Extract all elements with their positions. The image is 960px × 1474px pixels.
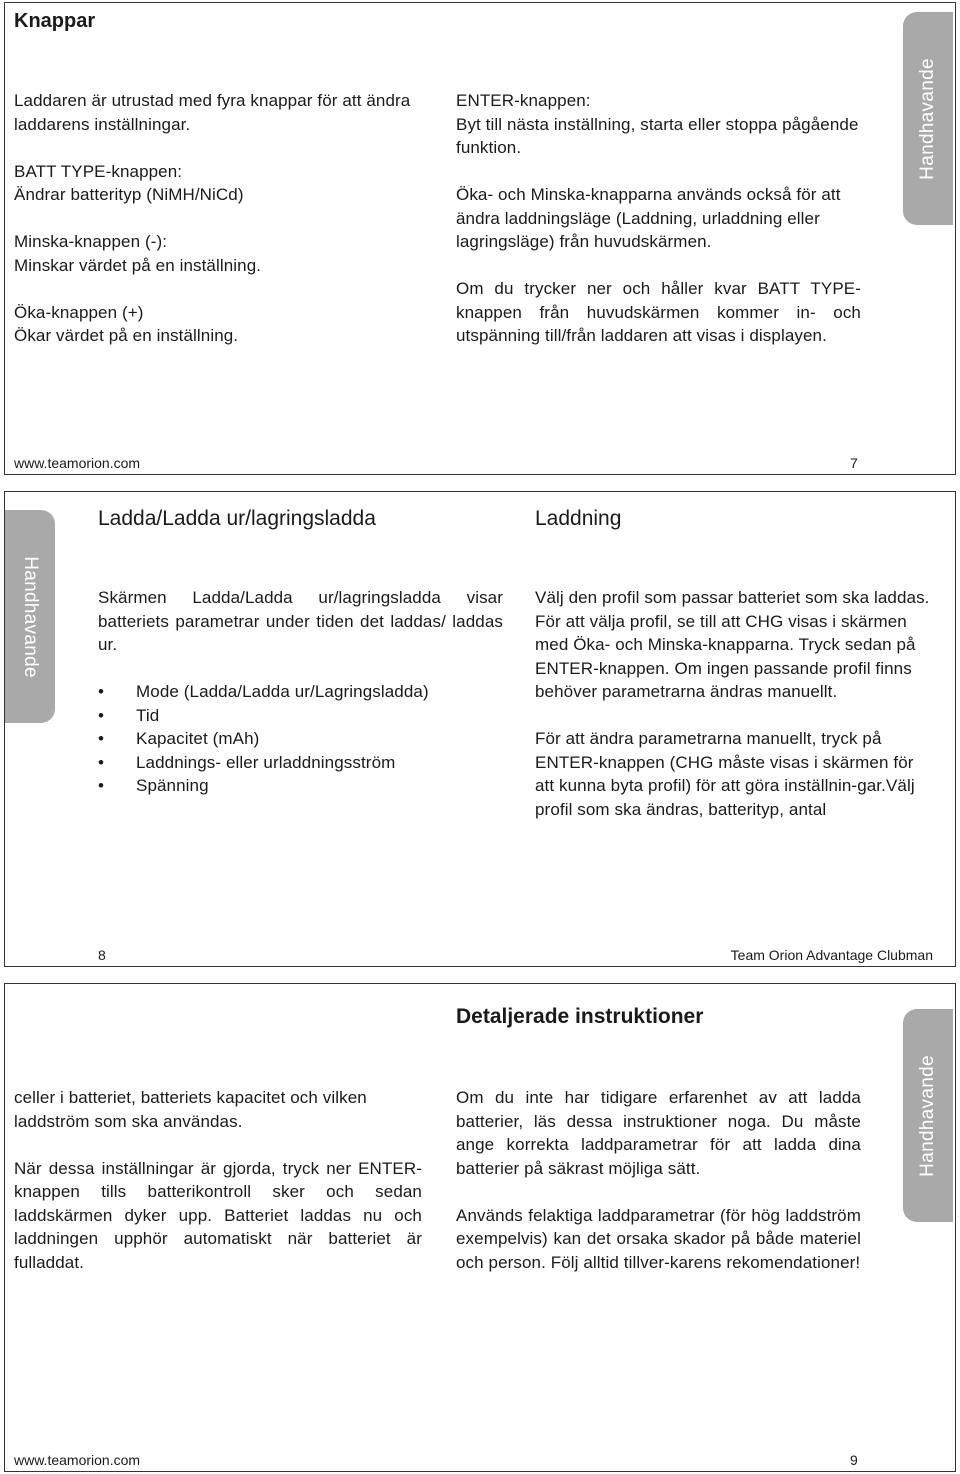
page-title: Knappar <box>14 10 96 32</box>
section-tab-label: Handhavande <box>917 1054 938 1177</box>
screen-intro-paragraph: Skärmen Ladda/Ladda ur/lagringsladda visar batteriets parametrar under tiden det laddas/ laddas ur. <box>98 588 503 654</box>
manual-page-9 <box>4 983 956 1472</box>
list-item: • Spänning <box>98 774 503 798</box>
plus-button-description: Ökar värdet på en inställning. <box>14 326 239 345</box>
enter-button-description: Byt till nästa inställning, starta eller stoppa pågående funktion. <box>456 114 859 157</box>
footer-url: www.teamorion.com <box>14 1452 141 1468</box>
intro-paragraph: Laddaren är utrustad med fyra knappar för att ändra laddarens inställningar. <box>14 91 411 134</box>
list-item: • Mode (Ladda/Ladda ur/Lagringsladda) <box>98 680 503 704</box>
right-column <box>456 89 861 348</box>
batt-type-hold-paragraph: Om du trycker ner och håller kvar BATT TYPE-knappen från huvudskärmen kommer in- och utspänning till/från laddaren att visas i displayen. <box>456 279 861 345</box>
manual-params-paragraph: För att ändra parametrarna manuellt, tryck på ENTER-knappen (CHG måste visas i skärmen för att kunna byta profil) för att göra inställnin-gar.Välj profil som ska ändras, batterityp, antal <box>535 729 915 819</box>
section-tab <box>903 12 953 225</box>
page-number: 9 <box>850 1452 858 1468</box>
list-item: • Tid <box>98 704 503 728</box>
manual-page-8 <box>4 491 956 967</box>
section-tab <box>5 510 55 723</box>
cells-paragraph: celler i batteriet, batteriets kapacitet och vilken laddström som ska användas. <box>14 1088 367 1131</box>
experience-paragraph: Om du inte har tidigare erfarenhet av att ladda batterier, läs dessa instruktioner noga. Du måste ange korrekta laddparametrar för att ladda dina batterier på säkrast möjliga sätt. <box>456 1088 861 1178</box>
left-column <box>98 586 503 798</box>
warning-paragraph: Används felaktiga laddparametrar (för hög laddström exempelvis) kan det orsaka skador på både materiel och person. Följ alltid tillver-karens rekomendationer! <box>456 1205 861 1272</box>
right-heading: Laddning <box>535 507 622 530</box>
batt-type-heading: BATT TYPE-knappen: <box>14 161 183 181</box>
left-column <box>14 89 424 348</box>
section-tab <box>903 1009 953 1222</box>
right-column <box>535 586 933 821</box>
plus-button-heading: Öka-knappen (+) <box>14 302 144 322</box>
minus-button-heading: Minska-knappen (-): <box>14 232 168 251</box>
profile-paragraph: Välj den profil som passar batteriet som ska laddas. För att välja profil, se till att CHG visas i skärmen med Öka- och Minska-knapparna. Tryck sedan på ENTER-knappen. Om ingen passande profil finns behöver parametrarna ändras manuellt. <box>535 588 930 701</box>
section-heading: Detaljerade instruktioner <box>456 1005 704 1028</box>
settings-done-paragraph: När dessa inställningar är gjorda, tryck ner ENTER-knappen tills batterikontroll sker och sedan laddskärmen dyker upp. Batteriet laddas nu och laddningen upphör automatiskt när batteriet är fulladdat. <box>14 1158 422 1272</box>
enter-button-heading: ENTER-knappen: <box>456 91 591 110</box>
manual-page-7 <box>4 2 956 475</box>
minus-button-description: Minskar värdet på en inställning. <box>14 255 262 275</box>
section-tab-label: Handhavande <box>917 57 938 180</box>
left-column <box>14 1086 422 1274</box>
list-item: • Laddnings- eller urladdningsström <box>98 751 503 775</box>
footer-brand: Team Orion Advantage Clubman <box>730 947 933 963</box>
right-column <box>456 1086 861 1274</box>
page-number: 7 <box>850 455 858 471</box>
parameter-list <box>98 680 503 798</box>
list-item: • Kapacitet (mAh) <box>98 727 503 751</box>
left-heading: Ladda/Ladda ur/lagringsladda <box>98 507 376 530</box>
section-tab-label: Handhavande <box>20 555 41 678</box>
batt-type-description: Ändrar batterityp (NiMH/NiCd) <box>14 185 244 204</box>
plus-minus-paragraph: Öka- och Minska-knapparna används också för att ändra laddningsläge (Laddning, urladdning eller lagringsläge) från huvudskärmen. <box>456 185 841 251</box>
footer-url: www.teamorion.com <box>14 455 141 471</box>
page-number: 8 <box>98 947 106 963</box>
